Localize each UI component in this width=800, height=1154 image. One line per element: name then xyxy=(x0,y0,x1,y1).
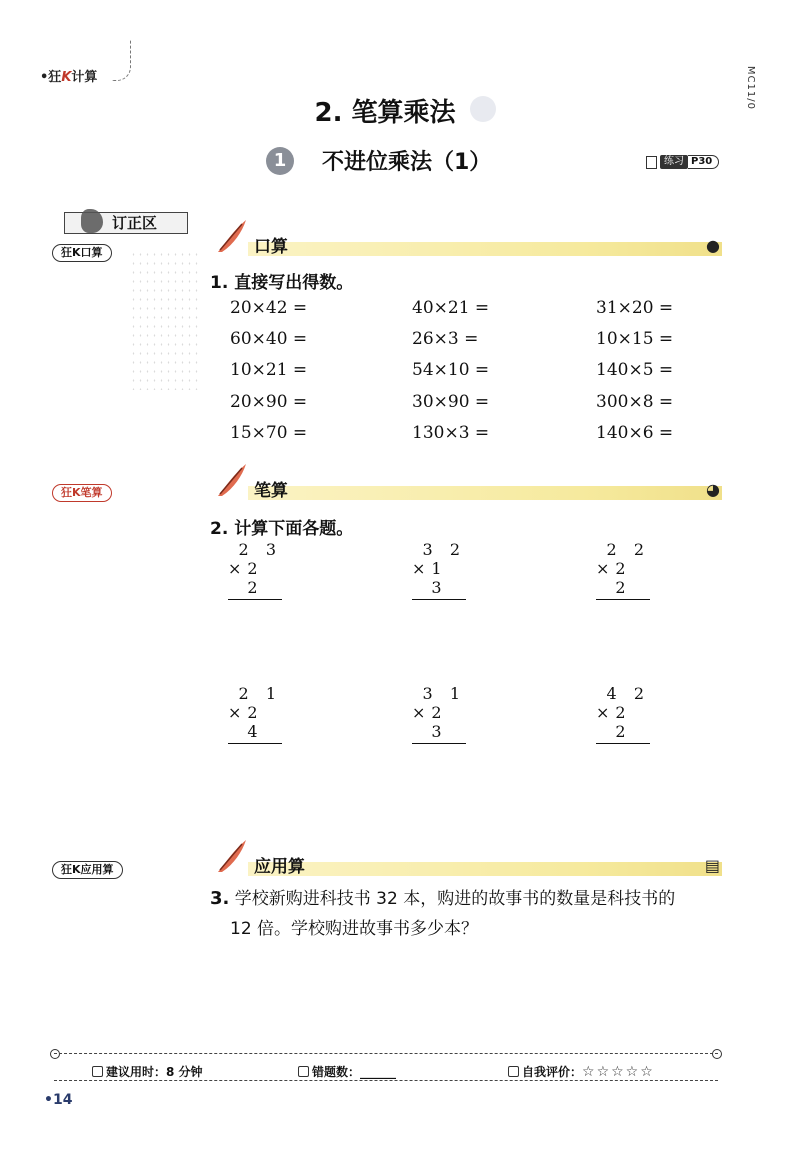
multiplicand: 3 1 xyxy=(422,684,466,703)
brand-pre: •狂 xyxy=(40,70,62,85)
oral-item: 40×21 = xyxy=(412,298,490,318)
times-sign: × xyxy=(228,559,248,578)
correction-area-texture xyxy=(130,250,200,390)
times-sign: × xyxy=(228,703,248,722)
reference-page: P30 xyxy=(688,155,719,169)
oral-item: 20×42 = xyxy=(230,298,308,318)
result-line xyxy=(228,599,282,600)
section-header-oral xyxy=(212,222,722,262)
pin-icon: ● xyxy=(706,236,720,255)
oral-item: 26×3 = xyxy=(412,329,479,349)
oral-item: 140×6 = xyxy=(596,423,674,443)
side-tag-written: 狂K笔算 xyxy=(52,484,112,502)
self-evaluation xyxy=(508,1063,655,1080)
section-band xyxy=(248,862,722,876)
section-band xyxy=(248,242,722,256)
oral-item: 300×8 = xyxy=(596,392,674,412)
brand-decoration xyxy=(112,40,131,81)
vertical-multiplication xyxy=(228,540,282,600)
times-sign: × xyxy=(412,703,432,722)
feather-pen-icon xyxy=(212,460,252,500)
oral-item: 60×40 = xyxy=(230,329,308,349)
suggested-time-label: 建议用时：8 分钟 xyxy=(106,1065,203,1079)
vertical-multiplication xyxy=(412,540,466,600)
ink-splash-icon xyxy=(81,209,103,233)
times-sign: × xyxy=(412,559,432,578)
section-label: 应用算 xyxy=(254,857,305,877)
multiplier: 1 3 xyxy=(431,559,448,597)
footer-dot-left xyxy=(50,1049,60,1059)
section-label: 笔算 xyxy=(254,481,288,501)
multiplicand: 2 1 xyxy=(238,684,282,703)
brand-post: 计算 xyxy=(71,70,98,85)
result-line xyxy=(596,599,650,600)
footer-dot-right xyxy=(712,1049,722,1059)
question-3 xyxy=(210,884,730,944)
reference-badge xyxy=(646,154,719,170)
question-1-title: 1. 直接写出得数。 xyxy=(210,273,354,293)
multiplicand: 2 3 xyxy=(238,540,282,559)
multiplier: 2 2 xyxy=(615,703,632,741)
edit-icon xyxy=(508,1066,519,1077)
oral-item: 20×90 = xyxy=(230,392,308,412)
multiplier: 2 2 xyxy=(615,559,632,597)
footer-divider-bottom xyxy=(54,1080,718,1081)
brand-logo xyxy=(40,66,97,85)
page-number: •14 xyxy=(44,1092,73,1108)
footer-divider-top xyxy=(54,1053,718,1054)
side-tag-applied: 狂K应用算 xyxy=(52,861,123,879)
oral-item: 15×70 = xyxy=(230,423,308,443)
correction-label: 订正区 xyxy=(111,214,157,232)
result-line xyxy=(596,743,650,744)
times-sign: × xyxy=(596,703,616,722)
vertical-multiplication xyxy=(596,540,650,600)
side-code: MC11/0 xyxy=(745,65,756,110)
lesson-title: 不进位乘法（1） xyxy=(322,150,492,175)
chapter-title: 2. 笔算乘法 xyxy=(314,98,456,128)
question-2-title: 2. 计算下面各题。 xyxy=(210,519,354,539)
oral-item: 30×90 = xyxy=(412,392,490,412)
star-rating[interactable]: ☆☆☆☆☆ xyxy=(582,1064,655,1080)
notepad-icon: ▤ xyxy=(704,856,720,875)
multiplier: 2 3 xyxy=(431,703,448,741)
multiplicand: 4 2 xyxy=(606,684,650,703)
feather-pen-icon xyxy=(212,216,252,256)
section-label: 口算 xyxy=(254,237,288,257)
clock-icon: ◕ xyxy=(706,480,720,499)
section-header-applied xyxy=(212,842,722,882)
calendar-icon xyxy=(298,1066,309,1077)
oral-item: 54×10 = xyxy=(412,360,490,380)
vertical-multiplication xyxy=(412,684,466,744)
side-tag-oral: 狂K口算 xyxy=(52,244,112,262)
result-line xyxy=(412,599,466,600)
error-count xyxy=(298,1063,396,1080)
clock-icon xyxy=(92,1066,103,1077)
lesson-number-badge: 1 xyxy=(266,147,294,175)
question-3-line-1: 学校新购进科技书 32 本，购进的故事书的数量是科技书的 xyxy=(234,889,676,909)
document-icon xyxy=(646,156,657,169)
question-3-number: 3. xyxy=(210,888,230,909)
error-count-label: 错题数：______ xyxy=(312,1065,397,1079)
result-line xyxy=(412,743,466,744)
multiplicand: 2 2 xyxy=(606,540,650,559)
correction-area-header xyxy=(64,212,188,234)
multiplier: 2 4 xyxy=(247,703,264,741)
section-header-written xyxy=(212,466,722,506)
oral-item: 130×3 = xyxy=(412,423,490,443)
vertical-multiplication xyxy=(596,684,650,744)
suggested-time xyxy=(92,1063,203,1080)
self-evaluation-label: 自我评价： xyxy=(522,1065,583,1079)
oral-calculation-grid xyxy=(230,298,710,448)
multiplicand: 3 2 xyxy=(422,540,466,559)
section-band xyxy=(248,486,722,500)
brand-k: K xyxy=(61,70,72,85)
oral-item: 140×5 = xyxy=(596,360,674,380)
oral-item: 31×20 = xyxy=(596,298,674,318)
oral-item: 10×15 = xyxy=(596,329,674,349)
reference-label: 练习 xyxy=(660,155,688,169)
oral-item: 10×21 = xyxy=(230,360,308,380)
question-3-line-2: 12 倍。学校购进故事书多少本？ xyxy=(230,919,479,939)
times-sign: × xyxy=(596,559,616,578)
feather-pen-icon xyxy=(212,836,252,876)
vertical-multiplication xyxy=(228,684,282,744)
result-line xyxy=(228,743,282,744)
multiplier: 2 2 xyxy=(247,559,264,597)
